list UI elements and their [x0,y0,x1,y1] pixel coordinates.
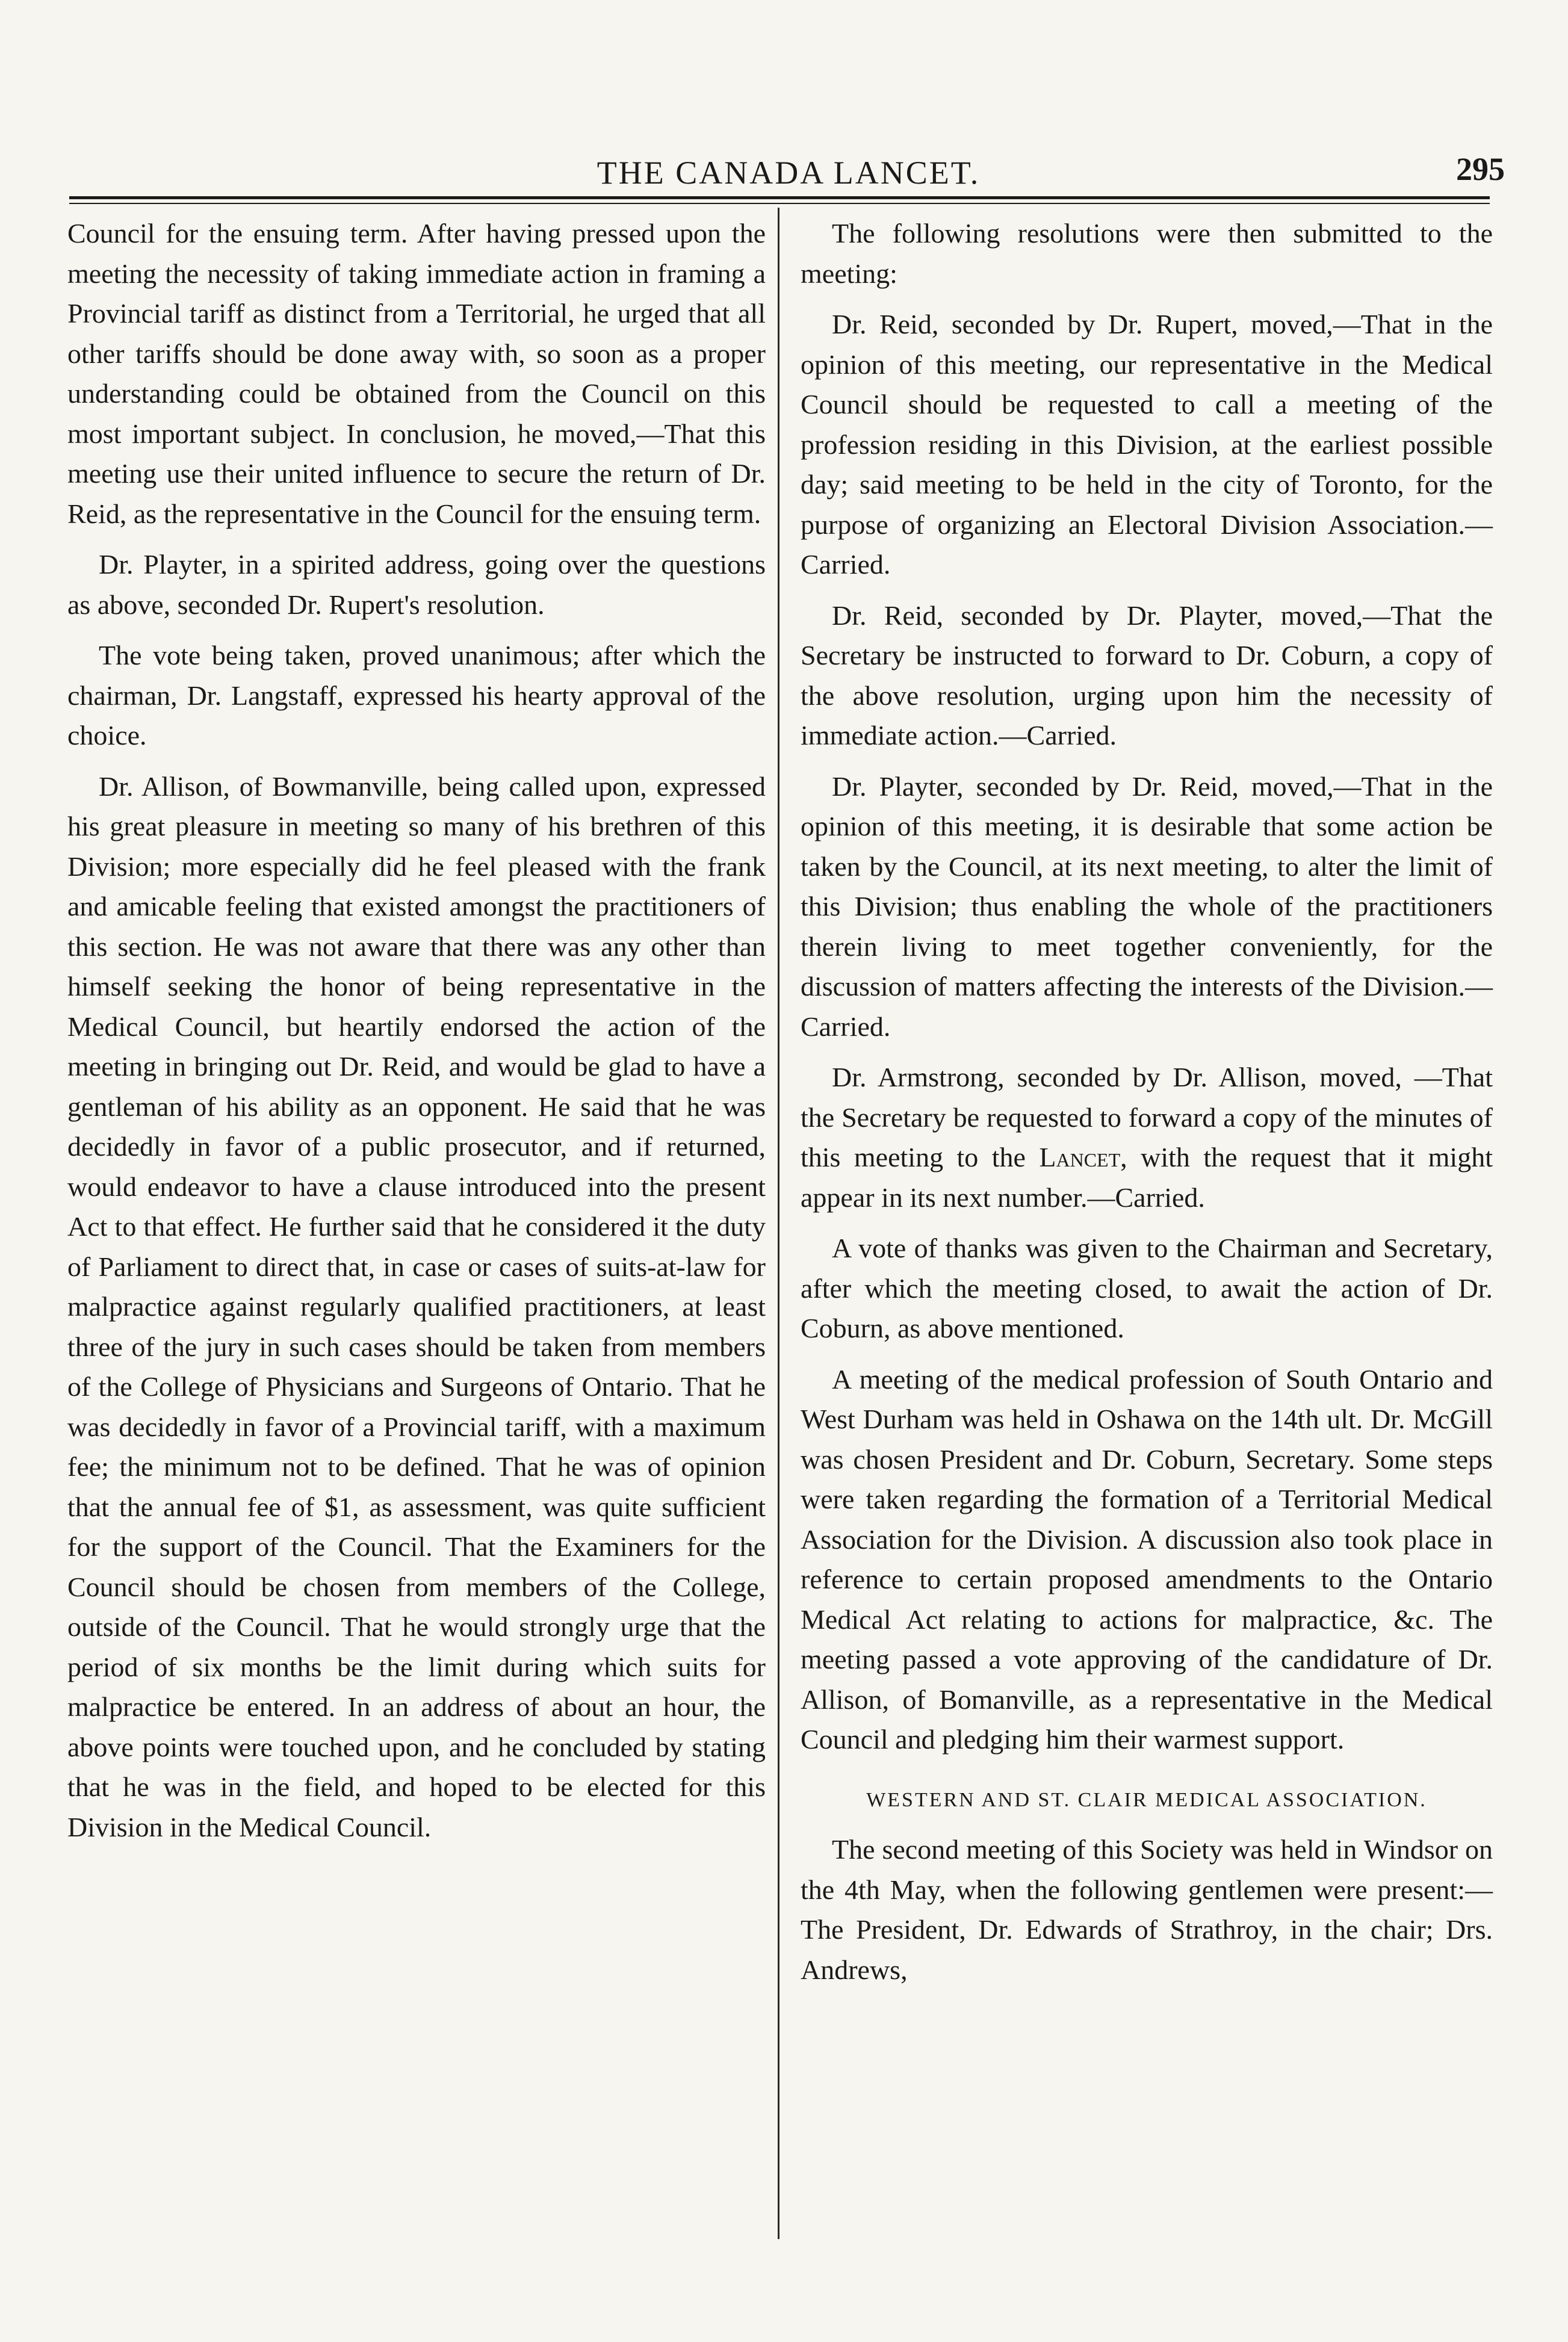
journal-title: THE CANADA LANCET. [597,155,981,191]
paragraph: A vote of thanks was given to the Chairman and Secretary, after which the meeting closed, to await the action of Dr. Coburn, as above mentioned. [801,1233,1493,1343]
paragraph: Dr. Allison, of Bowmanville, being called upon, expressed his great pleasure in meeting so many of his brethren of this Division; more especially did he feel pleased with the frank and amicable feeling that existed amongst the practitioners of this section. He was not aware that there was any other than himself seeking the honor of being representative in the Medical Council, but heartily endorsed the action of the meeting in bringing out Dr. Reid, and would be glad to have a gentleman of his ability as an opponent. He said that he was decidedly in favor of a public prosecutor, and if returned, would endeavor to have a clause introduced into the present Act to that effect. He further said that he considered it the duty of Parliament to direct that, in case or cases of suits-at-law for malpractice against regularly qualified practitioners, at least three of the jury in such cases should be taken from members of the College of Physicians and Surgeons of Ontario. That he was decidedly in favor of a Provincial tariff, with a maximum fee; the minimum not to be defined. That he was of opinion that the annual fee of $1, as assessment, was quite sufficient for the support of the Council. That the Examiners for the Council should be chosen from members of the College, outside of the Council. That he would strongly urge that the period of six months be the limit during which suits for malpractice be entered. In an address of about an hour, the above points were touched upon, and he concluded by stating that he was in the field, and hoped to be elected for this Division in the Medical Council. [67,770,766,1842]
header-rule-thin [69,203,1490,204]
left-column [67,214,766,1858]
paragraph: Council for the ensuing term. After having pressed upon the meeting the necessity of taking immediate action in framing a Provincial tariff as distinct from a Territorial, he urged that all other tariffs should be done away with, so soon as a proper understanding could be obtained from the Council on this most important subject. In conclusion, he moved,—That this meeting use their united influence to secure the return of Dr. Reid, as the representative in the Council for the ensuing term. [67,218,766,529]
paragraph-text: Dr. Armstrong, seconded by Dr. Allison, moved, —That the Secretary be requested to forward a copy of the minutes of this meeting to the [801,1062,1493,1173]
paragraph: Dr. Reid, seconded by Dr. Rupert, moved,—That in the opinion of this meeting, our representative in the Medical Council should be requested to call a meeting of the profession residing in this Division, at the earliest possible day; said meeting to be held in the city of Toronto, for the purpose of organizing an Electoral Division Association.—Carried. [801,309,1493,580]
paragraph [801,1058,1493,1218]
paragraph: Dr. Playter, in a spirited address, going over the questions as above, seconded Dr. Rupert's resolution. [67,549,766,620]
journal-name: Lancet [1039,1142,1121,1173]
paragraph: The second meeting of this Society was held in Windsor on the 4th May, when the following gentlemen were present:—The President, Dr. Edwards of Strathroy, in the chair; Drs. Andrews, [801,1834,1493,1985]
paragraph: Dr. Reid, seconded by Dr. Playter, moved,—That the Secretary be instructed to forward to Dr. Coburn, a copy of the above resolution, urging upon him the necessity of immediate action.—Carried. [801,599,1493,751]
page-number: 295 [1456,151,1505,187]
column-divider [778,208,779,2239]
paragraph: A meeting of the medical profession of South Ontario and West Durham was held in Oshawa on the 14th ult. Dr. McGill was chosen President and Dr. Coburn, Secretary. Some steps were taken regarding the formation of a Territorial Medical Association for the Division. A discussion also took place in reference to certain proposed amendments to the Ontario Medical Act relating to actions for malpractice, &c. The meeting passed a vote approving of the candidature of Dr. Allison, of Bomanville, as a representative in the Medical Council and pledging him their warmest support. [801,1363,1493,1755]
header-rule-thick [69,196,1490,199]
paragraph: The following resolutions were then submitted to the meeting: [801,218,1493,289]
paragraph-text: , with the request that it might appear in its next number.—Carried. [801,1142,1493,1213]
section-heading: WESTERN AND ST. CLAIR MEDICAL ASSOCIATION. [866,1788,1427,1811]
paragraph: The vote being taken, proved unanimous; after which the chairman, Dr. Langstaff, expressed his hearty approval of the choice. [67,640,766,751]
paragraph: Dr. Playter, seconded by Dr. Reid, moved,—That in the opinion of this meeting, it is desirable that some action be taken by the Council, at its next meeting, to alter the limit of this Division; thus enabling the whole of the practitioners therein living to meet together conveniently, for the discussion of matters affecting the interests of the Division.—Carried. [801,770,1493,1042]
right-column [801,214,1493,2001]
running-head [72,151,1505,202]
